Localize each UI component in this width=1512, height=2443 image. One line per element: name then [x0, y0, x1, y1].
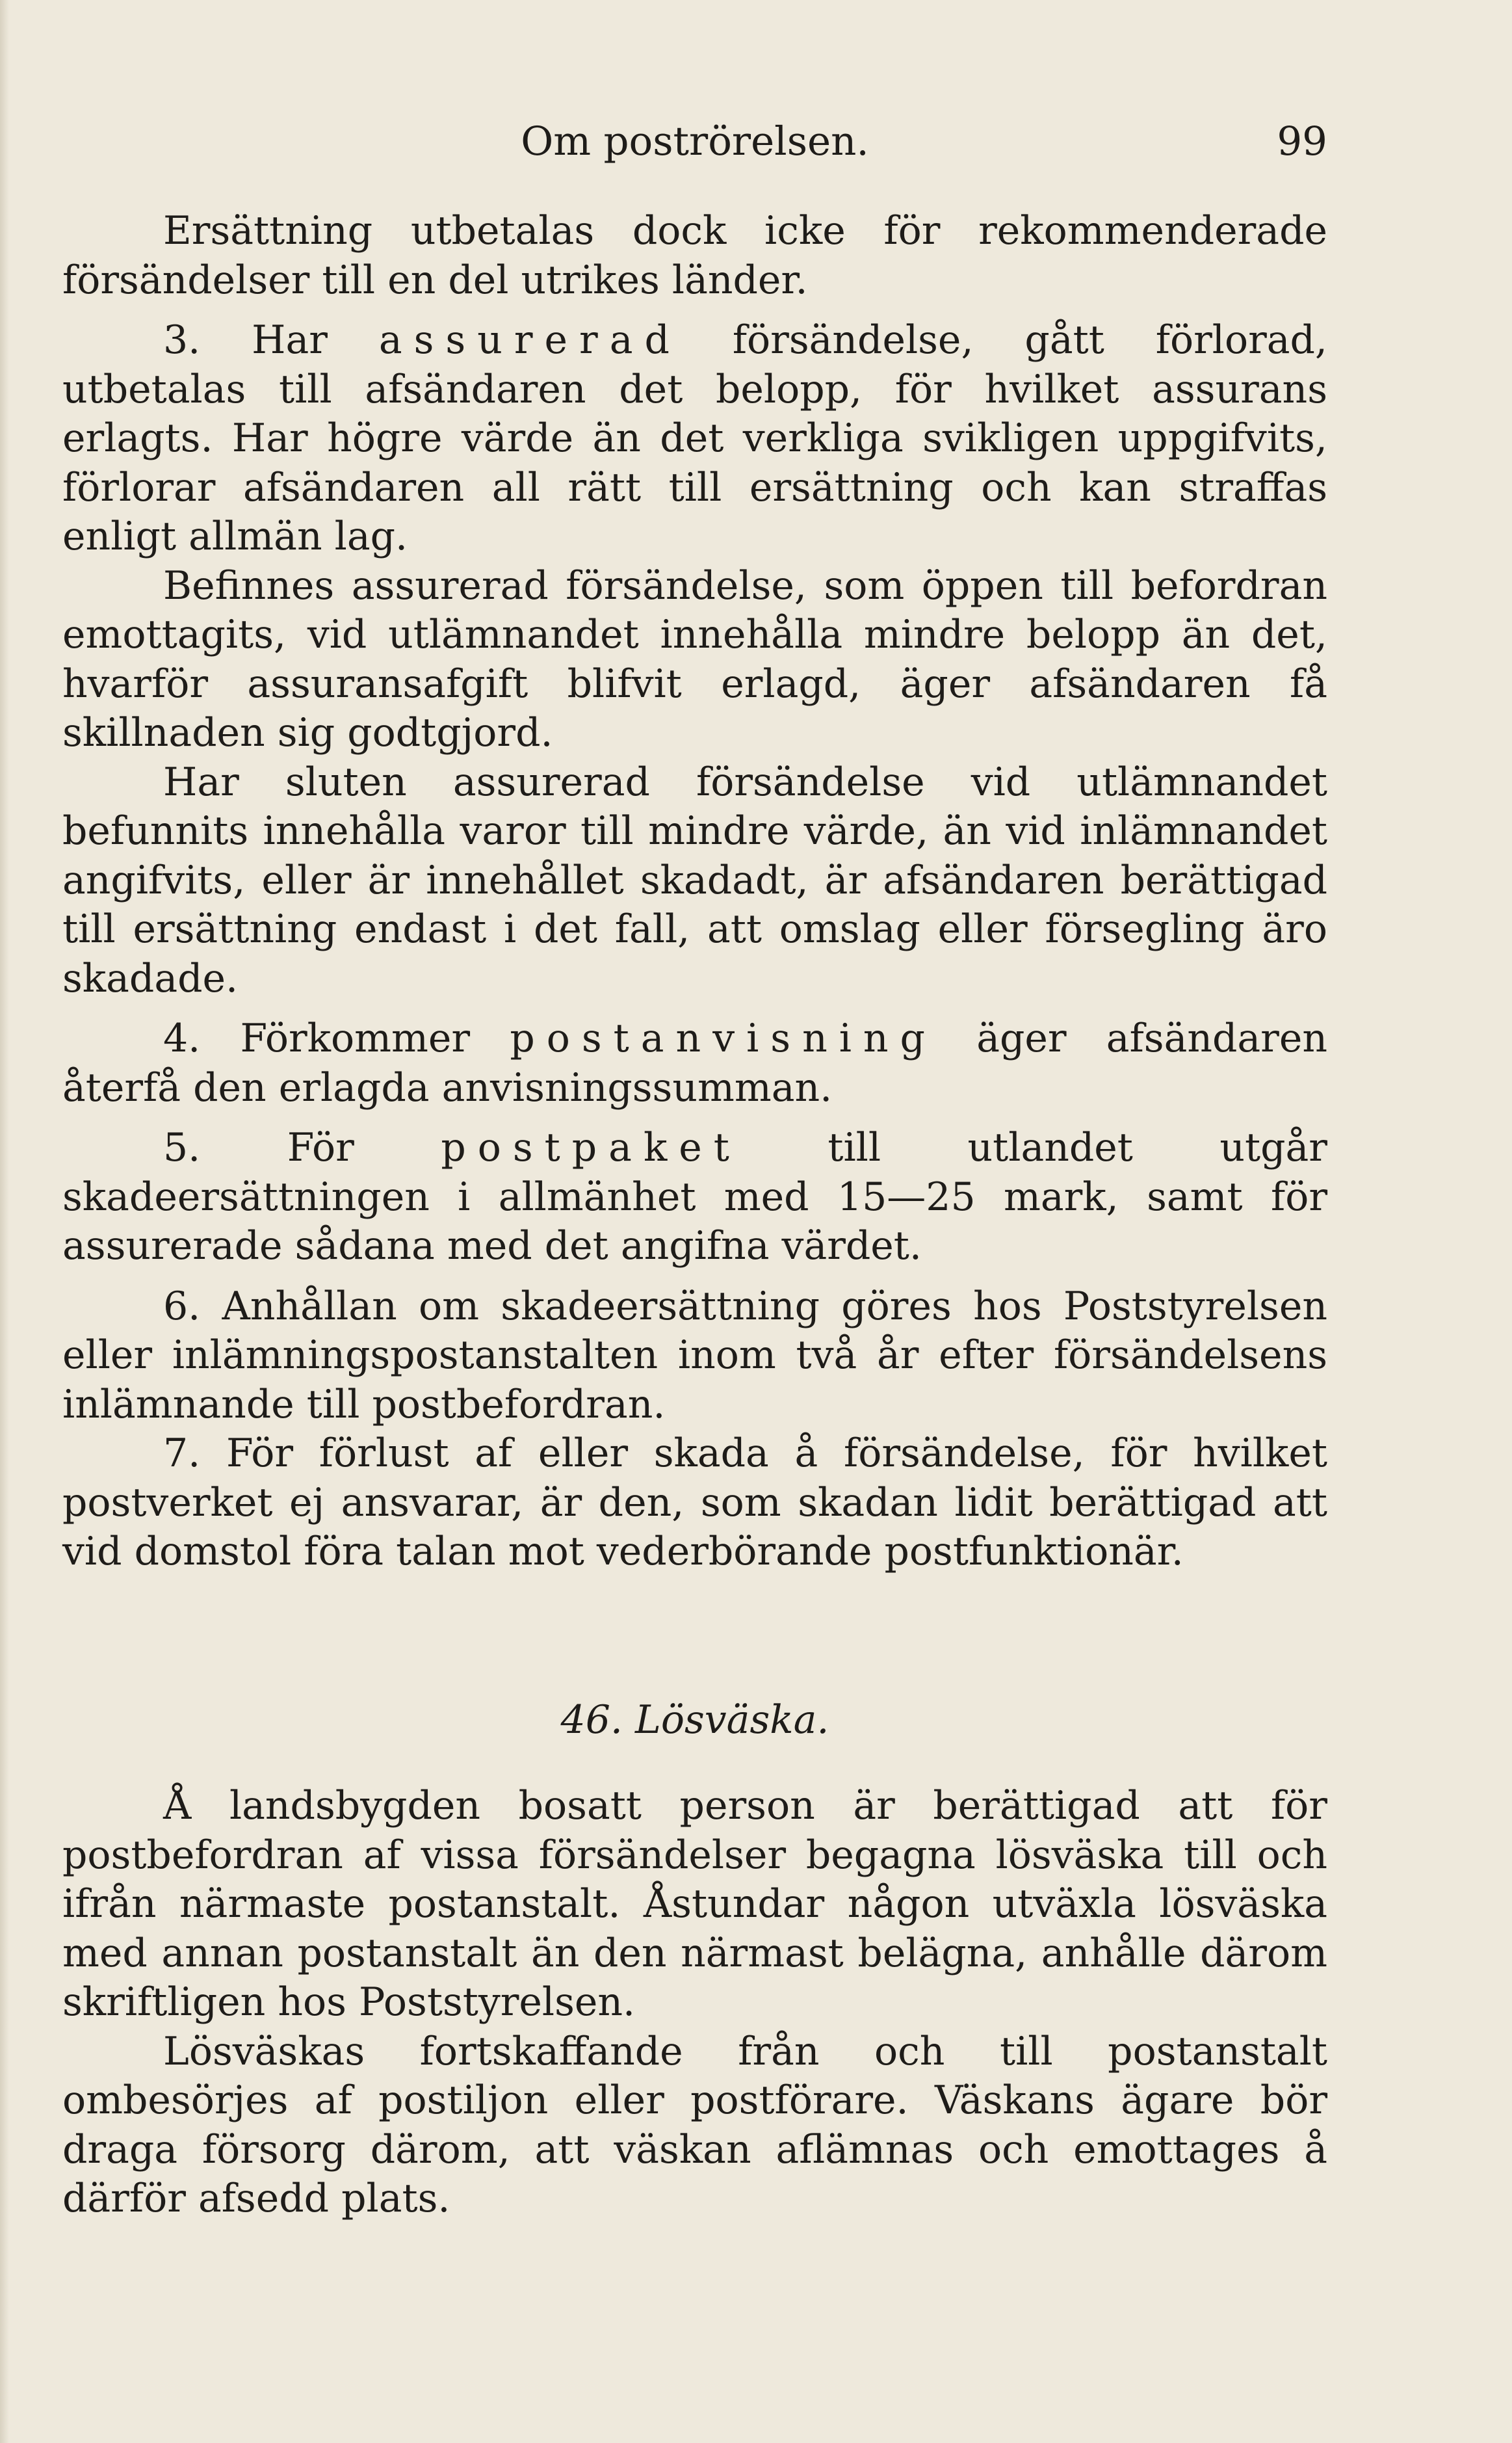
paragraph-sealed-insured	[62, 758, 1327, 1004]
page-number: 99	[1277, 118, 1327, 165]
paragraph-text: Å landsbygden bosatt person är berättigad att för postbefordran af vissa försändelser begagna lösväska till och ifrån närmaste postanstalt. Åstundar någon utväxla lösväska med annan postanstalt än den närmast belägna, anhålle därom skriftligen hos Poststyrelsen.	[62, 1783, 1327, 2025]
paragraph-compensation-exception	[62, 207, 1327, 305]
main-text	[62, 207, 1327, 1577]
spaced-term: assurerad	[378, 317, 681, 363]
paragraph-item-4	[62, 1014, 1327, 1113]
paragraph-text: 4. Förkommer	[163, 1016, 510, 1061]
paragraph-text: Ersättning utbetalas dock icke för rekommenderade försändelser till en del utrikes länder.	[62, 208, 1327, 303]
paragraph-text: 7. För förlust af eller skada å försändelse, för hvilket postverket ej ansvarar, är den, som skadan lidit berättigad att vid domstol föra talan mot vederbörande postfunktionär.	[62, 1431, 1327, 1574]
paragraph-text: äger afsändaren återfå den erlagda anvisningssumman.	[62, 1016, 1327, 1111]
paragraph-text: 5. För	[163, 1125, 441, 1170]
paragraph-item-5	[62, 1124, 1327, 1271]
paragraph-item-6	[62, 1282, 1327, 1430]
paragraph-text: 6. Anhållan om skadeersättning göres hos Poststyrelsen eller inlämningspostanstalten inom två år efter försändelsens inlämnande till postbefordran.	[62, 1283, 1327, 1427]
spaced-term: postpaket	[441, 1125, 741, 1170]
section-heading: 46. Lösväska.	[560, 1697, 829, 1743]
paragraph-open-insured	[62, 562, 1327, 758]
paragraph-text: Befinnes assurerad försändelse, som öppen till befordran emottagits, vid utlämnandet innehålla mindre belopp än det, hvarför assuransafgift blifvit erlagd, äger afsändaren få skillnaden sig godtgjord.	[62, 562, 1327, 756]
paragraph-text: Lösväskas fortskaffande från och till postanstalt ombesörjes af postiljon eller postförare. Väskans ägare bör draga försorg därom, att väskan aflämnas och emottages å därför afsedd plats.	[62, 2028, 1327, 2221]
paragraph-item-3	[62, 316, 1327, 562]
section-paragraph-1	[62, 1782, 1327, 2027]
paragraph-text: till utlandet utgår skadeersättningen i allmänhet med 15—25 mark, samt för assurerade sådana med det angifna värdet.	[62, 1125, 1327, 1269]
paragraph-text: 3. Har	[163, 317, 379, 363]
paragraph-text: försändelse, gått förlorad, utbetalas till afsändaren det belopp, för hvilket assurans erlagts. Har högre värde än det verkliga svikligen uppgifvits, förlorar afsändaren all rätt till ersättning och kan straffas enligt allmän lag.	[62, 317, 1327, 559]
paragraph-item-7	[62, 1429, 1327, 1577]
paragraph-text: Har sluten assurerad försändelse vid utlämnandet befunnits innehålla varor till mindre värde, än vid inlämnandet angifvits, eller är innehållet skadadt, är afsändaren berättigad till ersättning endast i det fall, att omslag eller försegling äro skadade.	[62, 759, 1327, 1001]
page-header	[62, 109, 1327, 174]
spaced-term: postanvisning	[510, 1016, 937, 1061]
page-edge-shadow	[0, 0, 9, 2443]
running-title: Om poströrelsen.	[521, 118, 869, 165]
section-paragraph-2	[62, 2027, 1327, 2224]
section-text	[62, 1782, 1327, 2224]
